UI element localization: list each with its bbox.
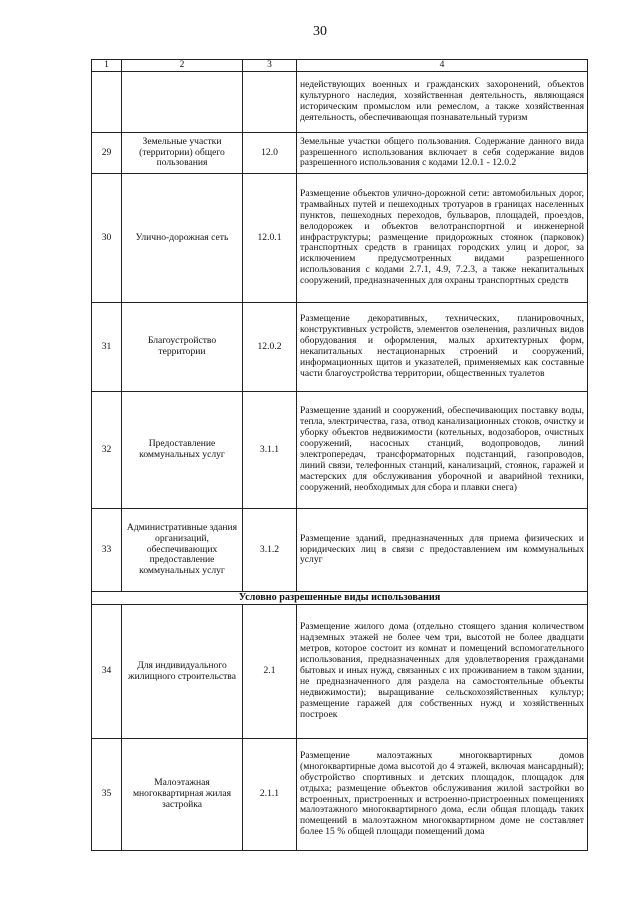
row-code: 12.0.1 — [243, 174, 297, 303]
table-row — [92, 174, 588, 303]
row-code: 3.1.2 — [243, 509, 297, 592]
row-number: 33 — [92, 509, 122, 592]
table-row — [92, 605, 588, 739]
page-number: 30 — [313, 24, 327, 39]
row-code: 2.1.1 — [243, 739, 297, 851]
table-row — [92, 133, 588, 174]
row-number: 29 — [92, 133, 122, 174]
row-description: Земельные участки общего пользования. Содержание данного вида разрешенного использования включает в себя содержание видов разрешенного использования с кодами 12.0.1 - 12.0.2 — [297, 133, 588, 174]
row-description: Размещение жилого дома (отдельно стоящего здания количеством надземных этажей не более чем три, высотой не более двадцати метров, которое состоит из комнат и помещений вспомогательного использования, предназначенных для удовлетворения гражданами бытовых и иных нужд, связанных с их проживанием в таком здании, не предназначенного для раздела на самостоятельные объекты недвижимости); выращивание сельскохозяйственных культур; размещение гаражей для собственных нужд и хозяйственных построек — [297, 605, 588, 739]
row-name: Земельные участки (территории) общего пользования — [122, 133, 243, 174]
row-number: 30 — [92, 174, 122, 303]
table-row — [92, 739, 588, 851]
row-number: 32 — [92, 392, 122, 509]
row-description: Размещение объектов улично-дорожной сети: автомобильных дорог, трамвайных путей и пешеходных тротуаров в границах населенных пунктов, пешеходных переходов, бульваров, площадей, проездов, велодорожек и объектов велотранспортной и инженерной инфраструктуры; размещение придорожных стоянок (парковок) транспортных средств в границах городских улиц и дорог, за исключением предусмотренных видами разрешенного использования с кодами 2.7.1, 4.9, 7.2.3, а также некапитальных сооружений, предназначенных для охраны транспортных средств — [297, 174, 588, 303]
header-col-1: 1 — [92, 60, 122, 72]
row-name: Предоставление коммунальных услуг — [122, 392, 243, 509]
row-description: недействующих военных и гражданских захоронений, объектов культурного наследия, хозяйственная деятельность, являющаяся историческим промыслом или ремеслом, а также хозяйственная деятельность, обеспечивающая познавательный туризм — [297, 72, 588, 133]
table-row-continuation — [92, 72, 588, 133]
section-title: Условно разрешенные виды использования — [92, 592, 588, 605]
row-name: Административные здания организаций, обеспечивающих предоставление коммунальных услуг — [122, 509, 243, 592]
row-code: 2.1 — [243, 605, 297, 739]
row-number: 35 — [92, 739, 122, 851]
row-name: Для индивидуального жилищного строительства — [122, 605, 243, 739]
row-code: 3.1.1 — [243, 392, 297, 509]
header-row — [92, 60, 588, 72]
row-name: Малоэтажная многоквартирная жилая застройка — [122, 739, 243, 851]
row-description: Размещение декоративных, технических, планировочных, конструктивных устройств, элементов озеленения, различных видов оборудования и оформления, малых архитектурных форм, некапитальных нестационарных строений и сооружений, информационных щитов и указателей, применяемых как составные части благоустройства территории, общественных туалетов — [297, 303, 588, 392]
row-description: Размещение зданий и сооружений, обеспечивающих поставку воды, тепла, электричества, газа, отвод канализационных стоков, очистку и уборку объектов недвижимости (котельных, водозаборов, очистных сооружений, насосных станций, водопроводов, линий электропередач, трансформаторных подстанций, газопроводов, линий связи, телефонных станций, канализаций, стоянок, гаражей и мастерских для обслуживания уборочной и аварийной техники, сооружений, необходимых для сбора и плавки снега) — [297, 392, 588, 509]
table-row — [92, 303, 588, 392]
section-row — [92, 592, 588, 605]
row-description: Размещение зданий, предназначенных для приема физических и юридических лиц в связи с предоставлением им коммунальных услуг — [297, 509, 588, 592]
row-name: Улично-дорожная сеть — [122, 174, 243, 303]
row-description: Размещение малоэтажных многоквартирных домов (многоквартирные дома высотой до 4 этажей, включая мансардный); обустройство спортивных и детских площадок, площадок для отдыха; размещение объектов обслуживания жилой застройки во встроенных, пристроенных и встроенно-пристроенных помещениях малоэтажного многоквартирного дома, если общая площадь таких помещений в малоэтажном многоквартирном доме не составляет более 15 % общей площади помещений дома — [297, 739, 588, 851]
table-row — [92, 392, 588, 509]
row-code — [243, 72, 297, 133]
header-col-2: 2 — [122, 60, 243, 72]
row-number: 31 — [92, 303, 122, 392]
table-row — [92, 509, 588, 592]
row-code: 12.0 — [243, 133, 297, 174]
row-name: Благоустройство территории — [122, 303, 243, 392]
row-number: 34 — [92, 605, 122, 739]
row-name — [122, 72, 243, 133]
row-number — [92, 72, 122, 133]
row-code: 12.0.2 — [243, 303, 297, 392]
header-col-3: 3 — [243, 60, 297, 72]
header-col-4: 4 — [297, 60, 588, 72]
land-use-table — [91, 59, 588, 851]
